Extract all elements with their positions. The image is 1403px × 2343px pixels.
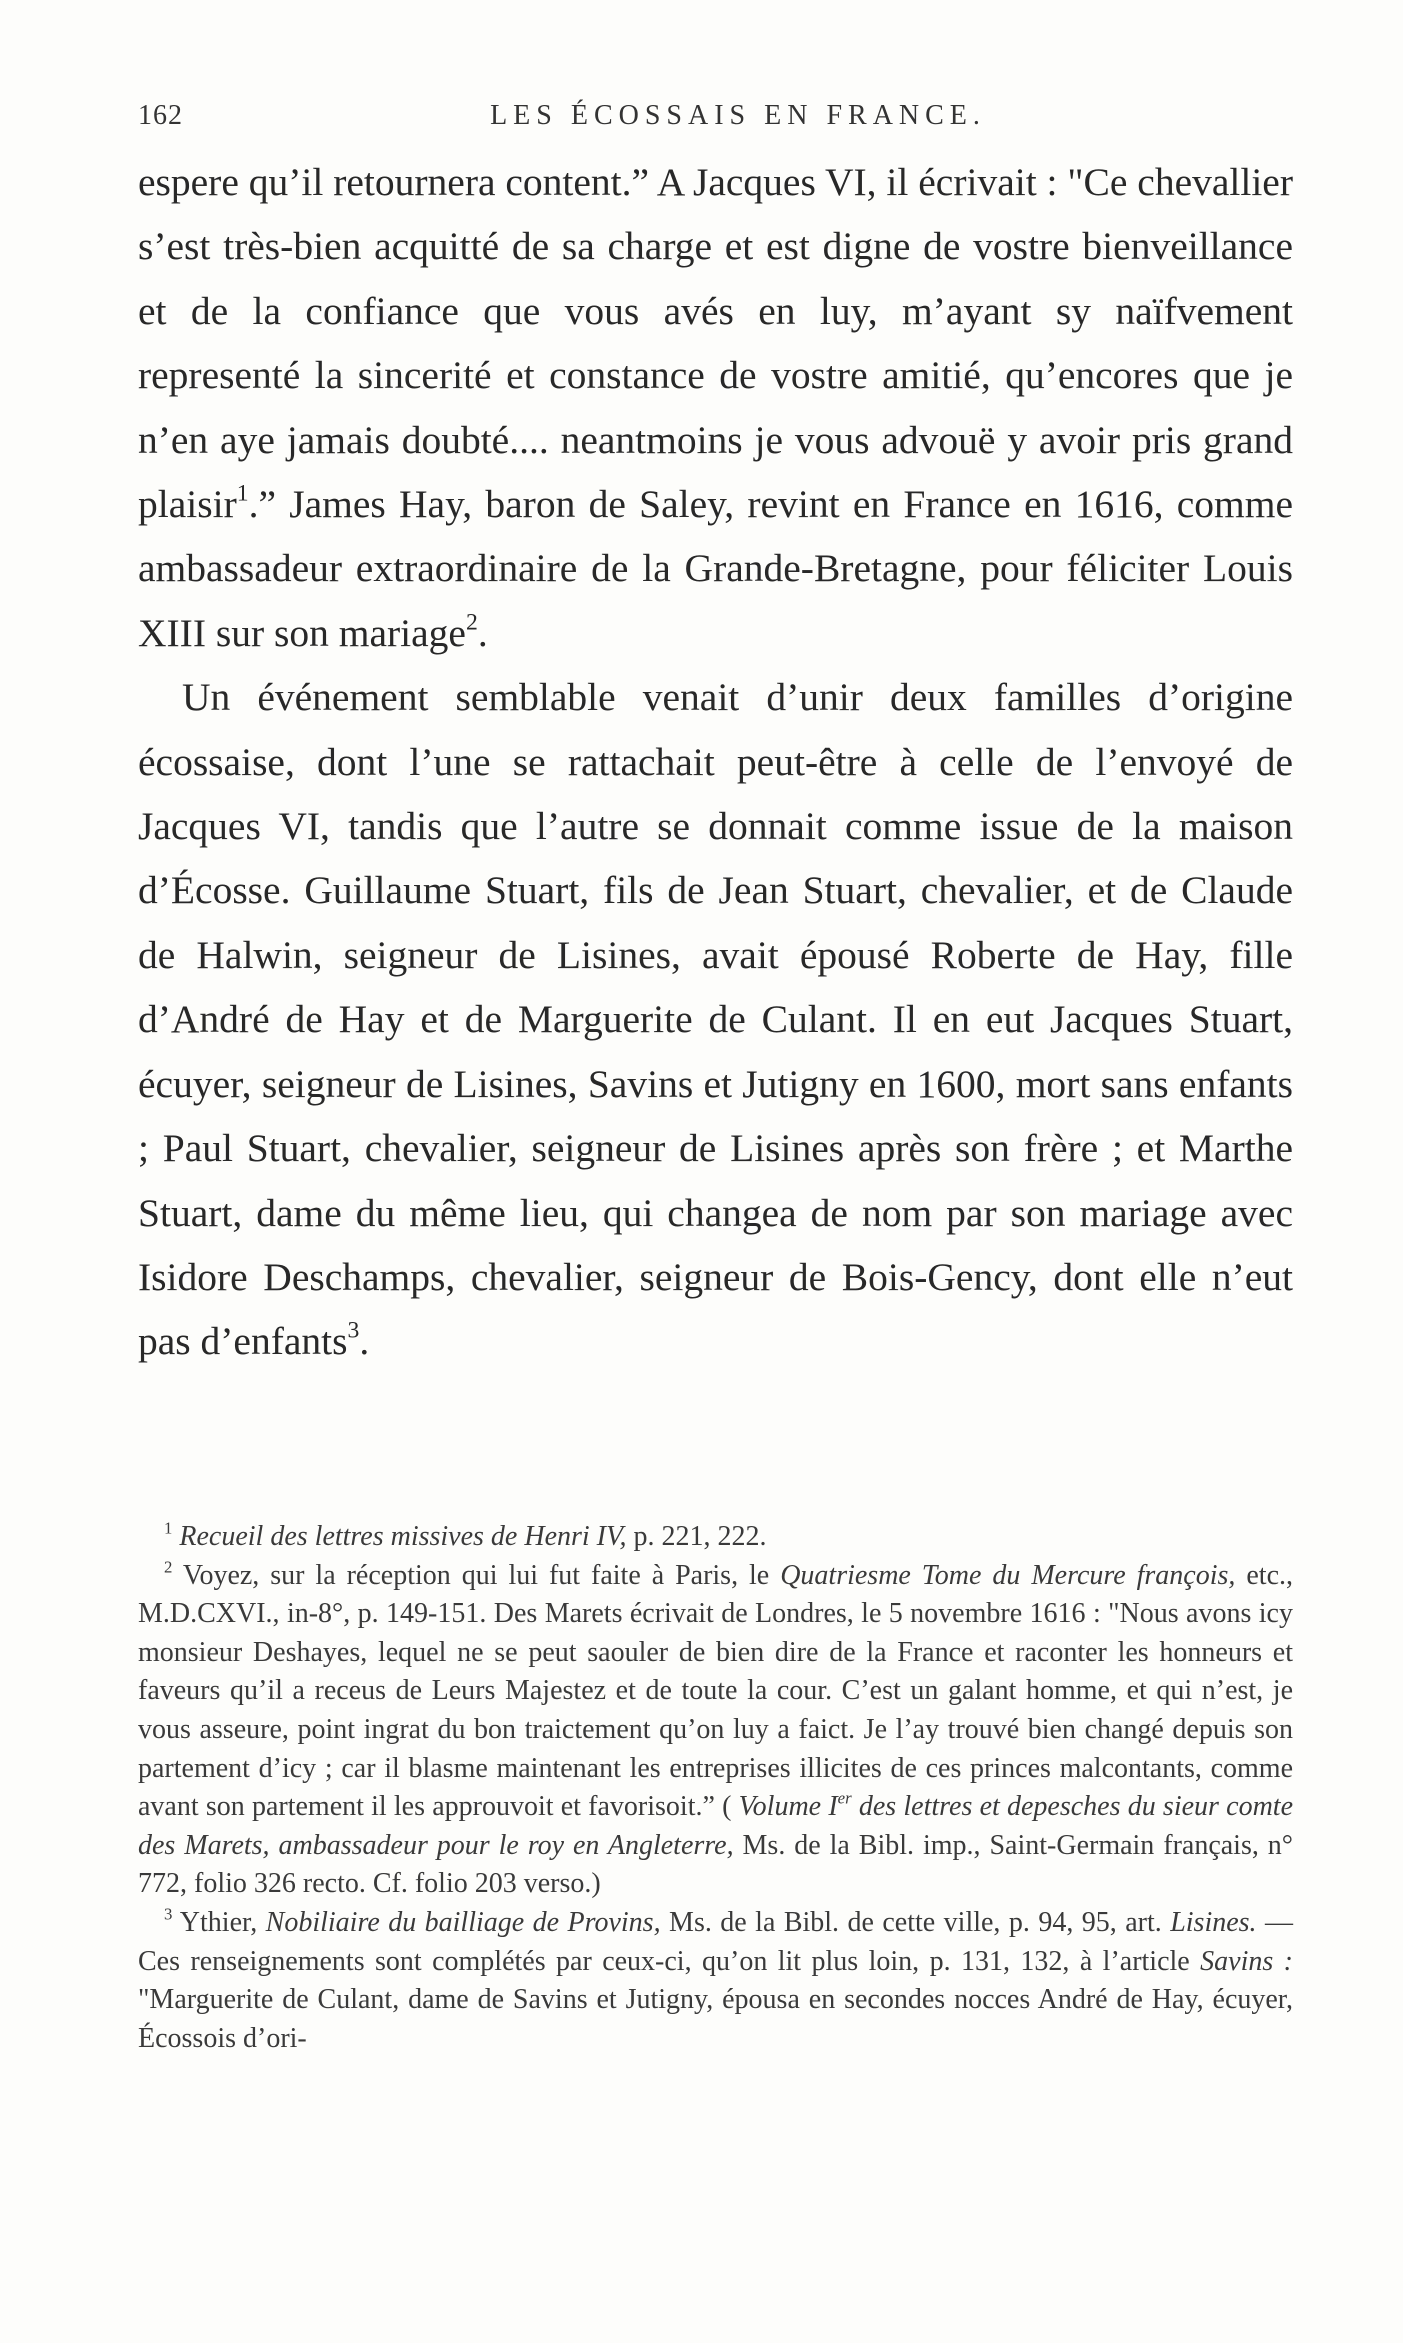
footnotes xyxy=(138,1518,1293,2058)
footnote-2 xyxy=(138,1557,1293,1904)
footnote-2-title-2b: des lettres et depesches du sieur comte des Marets, ambassadeur pour le roy en Angleterre, xyxy=(138,1791,1293,1861)
paragraph-1 xyxy=(138,150,1293,665)
paragraph-1-text-c: . xyxy=(477,610,488,655)
footnote-3-text-b: Ms. de la Bibl. de cette ville, p. 94, 95, art. xyxy=(660,1906,1171,1938)
main-text xyxy=(138,150,1293,1374)
footnote-ref-2: 2 xyxy=(465,609,478,636)
footnote-2-text-a: Voyez, sur la réception qui lui fut faite à Paris, le xyxy=(172,1559,781,1591)
footnote-3-text-c: — Ces renseignements sont complétés par ceux-ci, qu’on lit plus loin, p. 131, 132, à l’article xyxy=(138,1906,1294,1977)
footnote-3-marker: 3 xyxy=(164,1904,173,1924)
footnote-ref-3: 3 xyxy=(347,1317,360,1344)
paragraph-1-text-a: espere qu’il retournera content.” A Jacques VI, il écrivait : "Ce chevallier s’est très-bien acquitté de sa charge et est digne de vostre bienveillance et de la confiance que vous avés en luy, m’ayant sy naïfvement representé la sincerité et constance de vostre amitié, qu’encores que je n’en aye jamais doubté.... neantmoins je vous advouë y avoir pris grand plaisir xyxy=(138,160,1293,527)
paragraph-2-text-b: . xyxy=(359,1319,370,1364)
paragraph-2-text-a: Un événement semblable venait d’unir deux familles d’origine écossaise, dont l’une se rattachait peut-être à celle de l’envoyé de Jacques VI, tandis que l’autre se donnait comme issue de la maison d’Écosse. Guillaume Stuart, fils de Jean Stuart, chevalier, et de Claude de Halwin, seigneur de Lisines, avait épousé Roberte de Hay, fille d’André de Hay et de Marguerite de Culant. Il en eut Jacques Stuart, écuyer, seigneur de Lisines, Savins et Jutigny en 1600, mort sans enfants ; Paul Stuart, chevalier, seigneur de Lisines après son frère ; et Marthe Stuart, dame du même lieu, qui changea de nom par son mariage avec Isidore Deschamps, chevalier, seigneur de Bois-Gency, dont elle n’eut pas d’enfants xyxy=(138,675,1293,1364)
footnote-1-title: Recueil des lettres missives de Henri IV, xyxy=(179,1521,627,1552)
footnote-1-text: p. 221, 222. xyxy=(626,1521,767,1552)
footnote-2-title-1: Quatriesme Tome du Mercure françois, xyxy=(780,1559,1236,1591)
footnote-2-title-2a: Volume I xyxy=(738,1791,838,1823)
paragraph-1-text-b: .” James Hay, baron de Saley, revint en France en 1616, comme ambassadeur extraordinaire de la Grande-Bretagne, pour féliciter Louis XIII sur son mariage xyxy=(138,482,1293,655)
page-number: 162 xyxy=(138,100,183,131)
footnote-3 xyxy=(138,1904,1293,2058)
footnote-ref-1: 1 xyxy=(236,480,249,507)
footnote-2-marker: 2 xyxy=(164,1556,173,1576)
footnote-1 xyxy=(138,1518,1293,1557)
paragraph-2 xyxy=(138,665,1293,1373)
running-title: LES ÉCOSSAIS EN FRANCE. xyxy=(490,100,986,131)
footnote-2-text-c: Ms. de la Bibl. imp., Saint-Germain français, n° 772, folio 326 recto. Cf. folio 203 verso.) xyxy=(138,1829,1293,1900)
running-head xyxy=(138,100,1298,146)
footnote-3-title-2: Lisines. xyxy=(1170,1906,1257,1938)
footnote-1-marker: 1 xyxy=(164,1518,173,1538)
footnote-2-text-b: etc., M.D.CXVI., in-8°, p. 149-151. Des Marets écrivait de Londres, le 5 novembre 1616 : "Nous avons icy monsieur Deshayes, lequel ne se peut saouler de bien dire de la France et raconter les honneurs et faveurs qu’il a receus de Leurs Majestez et de toute la cour. C’est un galant homme, et qui n’est, je vous asseure, point ingrat du bon traictement qu’on luy a faict. Je l’ay trouvé bien changé depuis son partement d’icy ; car il blasme maintenant les entreprises illicites de ces princes malcontants, comme avant son partement il les approuvoit et favorisoit.” ( xyxy=(138,1559,1293,1823)
footnote-3-title-3: Savins : xyxy=(1200,1945,1293,1977)
footnote-3-text-a: Ythier, xyxy=(172,1906,266,1938)
footnote-3-text-d: "Marguerite de Culant, dame de Savins et Jutigny, épousa en secondes nocces André de Hay, écuyer, Écossois d’ori- xyxy=(138,1984,1293,2054)
footnote-2-title-sup: er xyxy=(837,1788,852,1808)
footnote-3-title-1: Nobiliaire du bailliage de Provins, xyxy=(265,1906,661,1938)
